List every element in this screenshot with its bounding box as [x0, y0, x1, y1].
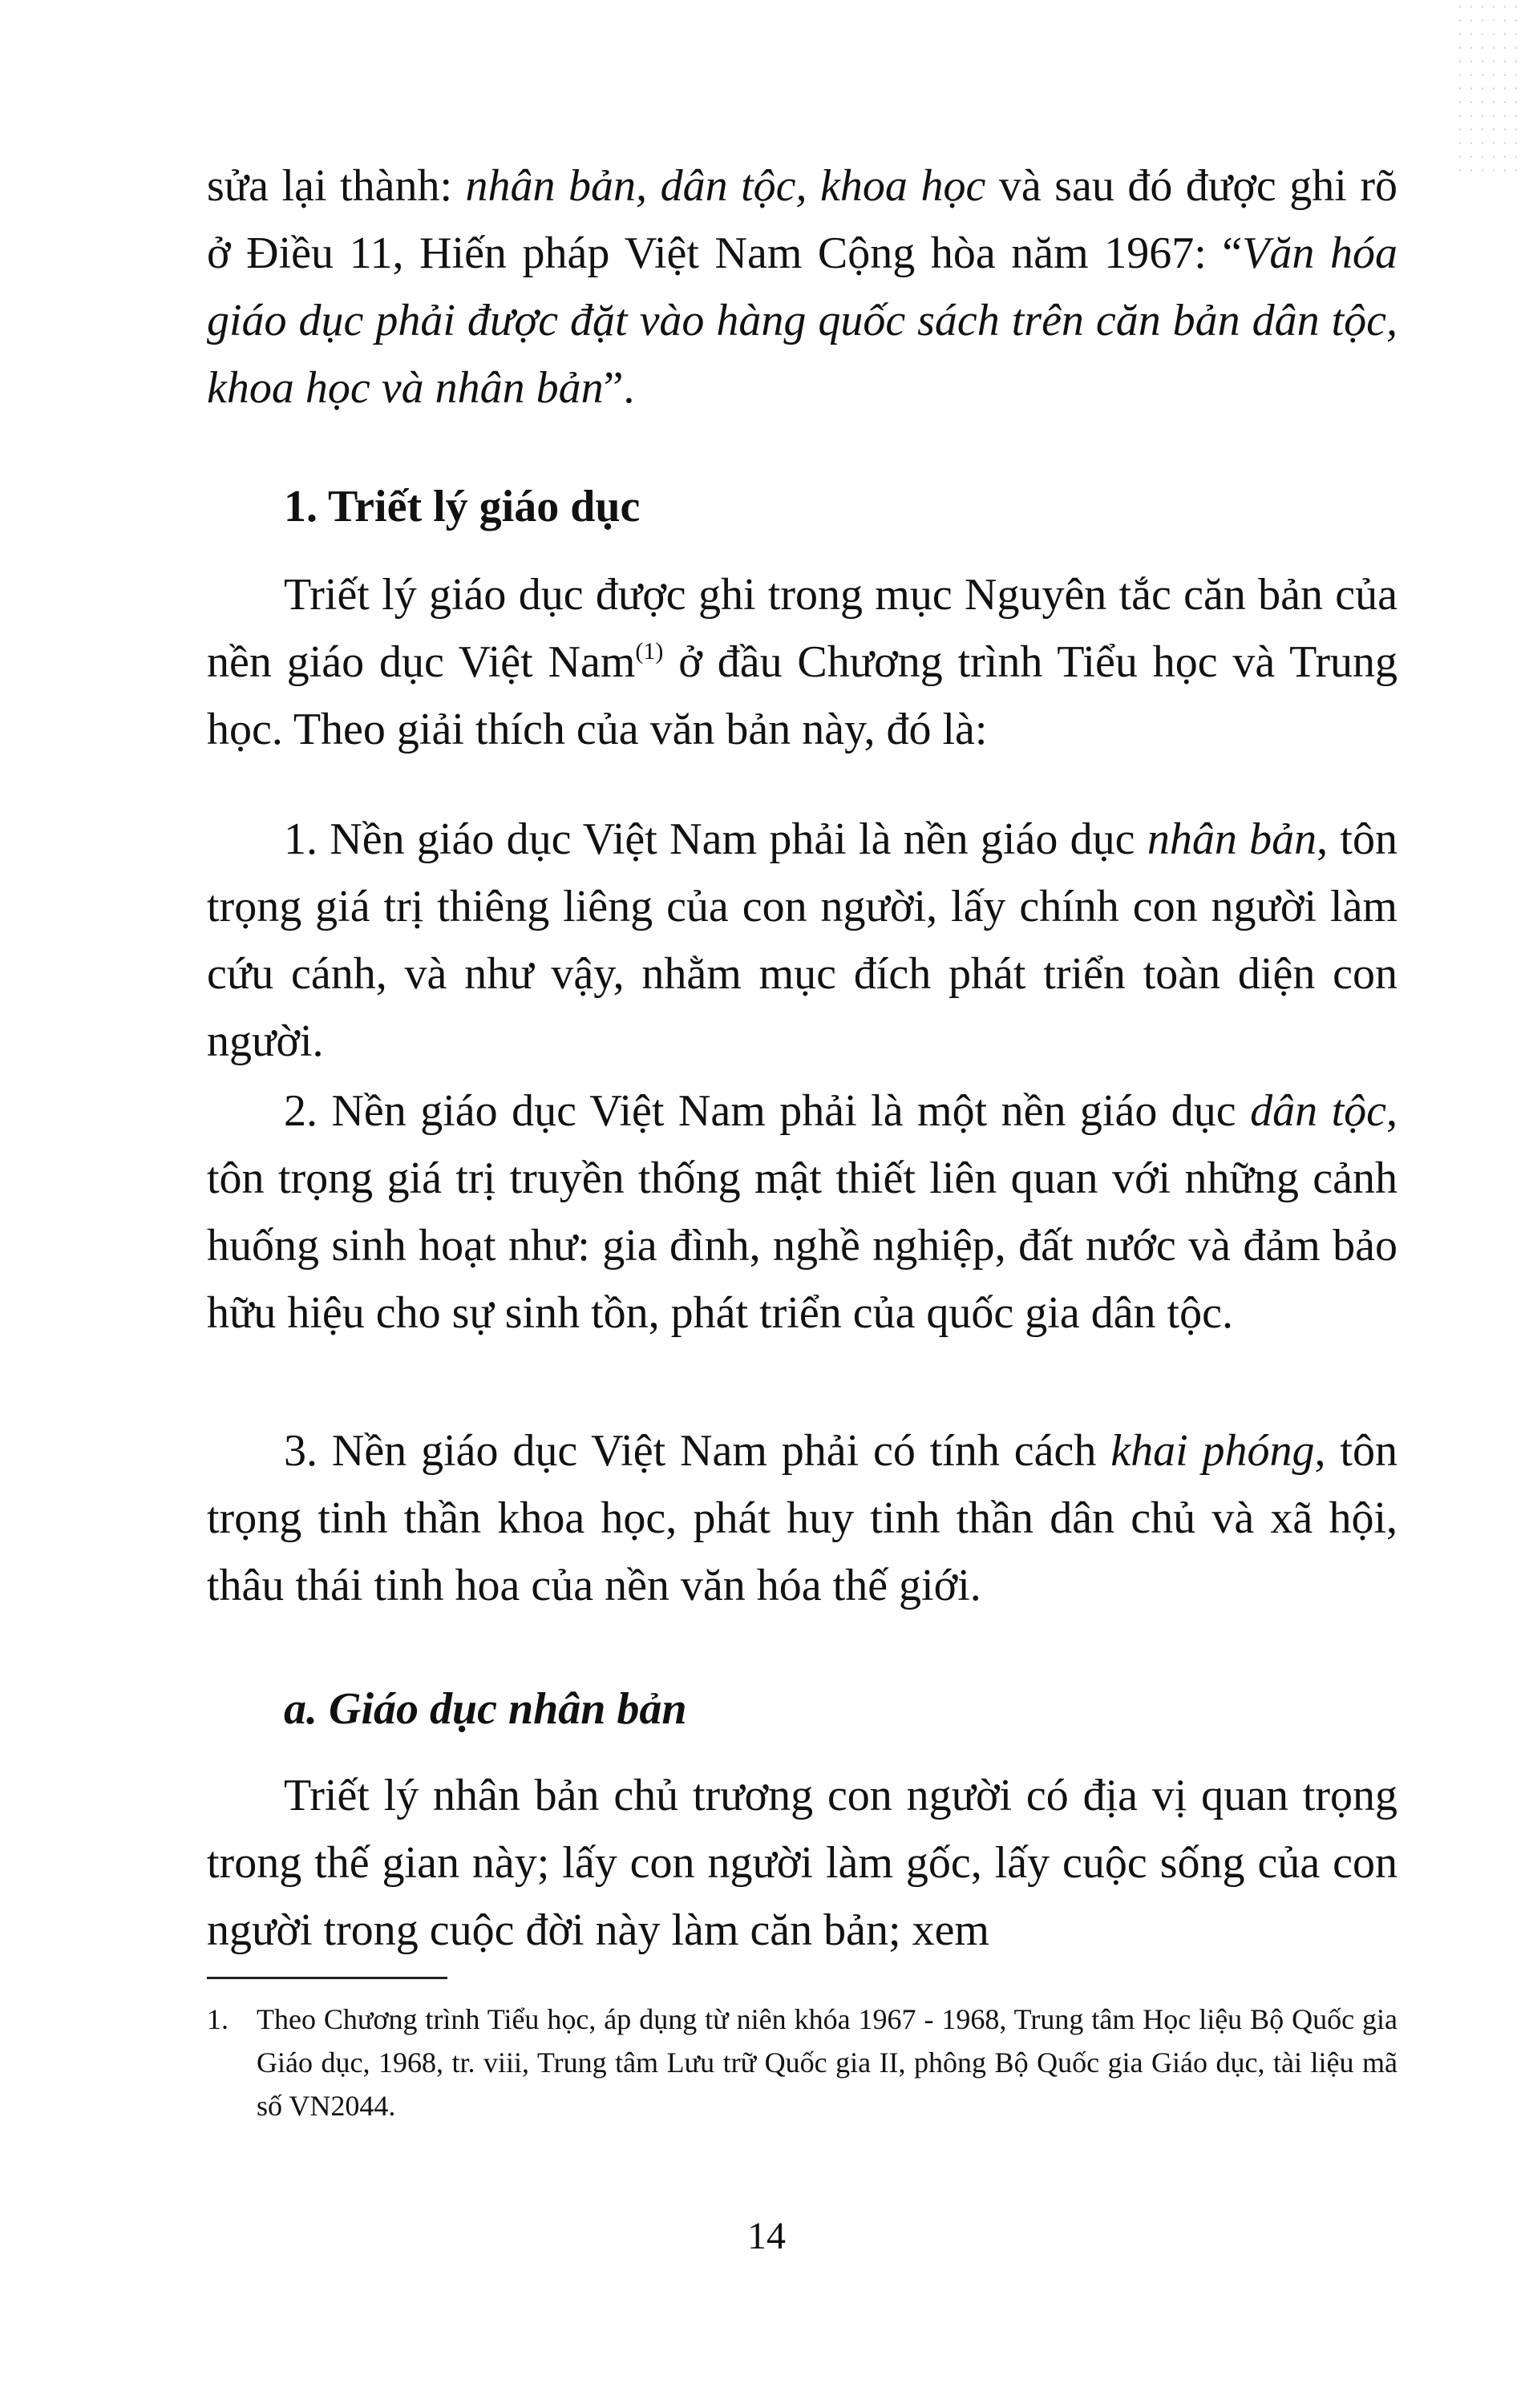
principle-text: 2. Nền giáo dục Việt Nam phải là một nền giáo dục [284, 1086, 1251, 1136]
principle-item-humanistic [207, 806, 1397, 1075]
principle-emphasis: dân tộc [1250, 1086, 1387, 1136]
footnote-divider [207, 1977, 447, 1979]
footnote [207, 1998, 1397, 2127]
principle-text: 1. Nền giáo dục Việt Nam phải là nền giáo dục [284, 814, 1147, 864]
principle-item-liberal [207, 1417, 1397, 1619]
intro-emphasis: nhân bản, dân tộc, khoa học [465, 161, 986, 211]
footnote-text: Theo Chương trình Tiểu học, áp dụng từ niên khóa 1967 - 1968, Trung tâm Học liệu Bộ Quốc gia Giáo dục, 1968, tr. viii, Trung tâm Lưu trữ Quốc gia II, phông Bộ Quốc gia Giáo dục, tài liệu mã số VN2044. [257, 2003, 1397, 2122]
humanistic-paragraph: Triết lý nhân bản chủ trương con người có địa vị quan trọng trong thế gian này; lấy con người làm gốc, lấy cuộc sống của con người trong cuộc đời này làm căn bản; xem [207, 1771, 1397, 1955]
principle-text: , tôn trọng tinh thần khoa học, phát huy tinh thần dân chủ và xã hội, thâu thái tinh hoa của nền văn hóa thế giới. [207, 1426, 1397, 1610]
philosophy-paragraph [207, 561, 1397, 763]
principle-text: , tôn trọng giá trị truyền thống mật thiết liên quan với những cảnh huống sinh hoạt như: gia đình, nghề nghiệp, đất nước và đảm bảo hữu hiệu cho sự sinh tồn, phát triển của quốc gia dân tộc. [207, 1086, 1398, 1338]
section-heading-humanistic-education: a. Giáo dục nhân bản [284, 1684, 687, 1734]
footnote-reference: (1) [635, 638, 664, 665]
section-heading-philosophy: 1. Triết lý giáo dục [284, 482, 641, 531]
footnote-number: 1. [207, 2003, 229, 2035]
principle-item-national [207, 1077, 1397, 1347]
intro-text-3: ”. [603, 363, 635, 413]
philosophy-text-1: Triết lý giáo dục được ghi trong mục Nguyên tắc căn bản của nền giáo dục Việt Nam [207, 570, 1397, 687]
principle-text: 3. Nền giáo dục Việt Nam phải có tính cách [284, 1426, 1111, 1476]
scan-speckle [1454, 0, 1527, 176]
intro-paragraph [207, 152, 1397, 422]
page-number: 14 [747, 2215, 786, 2257]
principle-emphasis: khai phóng [1110, 1426, 1315, 1476]
principle-emphasis: nhân bản [1147, 814, 1317, 864]
intro-text-1: sửa lại thành: [207, 161, 466, 211]
philosophy-text-2: ở đầu Chương trình Tiểu học và Trung học. Theo giải thích của văn bản này, đó là: [207, 637, 1397, 754]
constitution-quote: Văn hóa giáo dục phải được đặt vào hàng quốc sách trên căn bản dân tộc, khoa học và nhân bản [207, 228, 1397, 413]
principle-text: , tôn trọng giá trị thiêng liêng của con người, lấy chính con người làm cứu cánh, và như vậy, nhằm mục đích phát triển toàn diện con người. [207, 814, 1397, 1066]
intro-text-2: và sau đó được ghi rõ ở Điều 11, Hiến pháp Việt Nam Cộng hòa năm 1967: “ [207, 161, 1397, 278]
